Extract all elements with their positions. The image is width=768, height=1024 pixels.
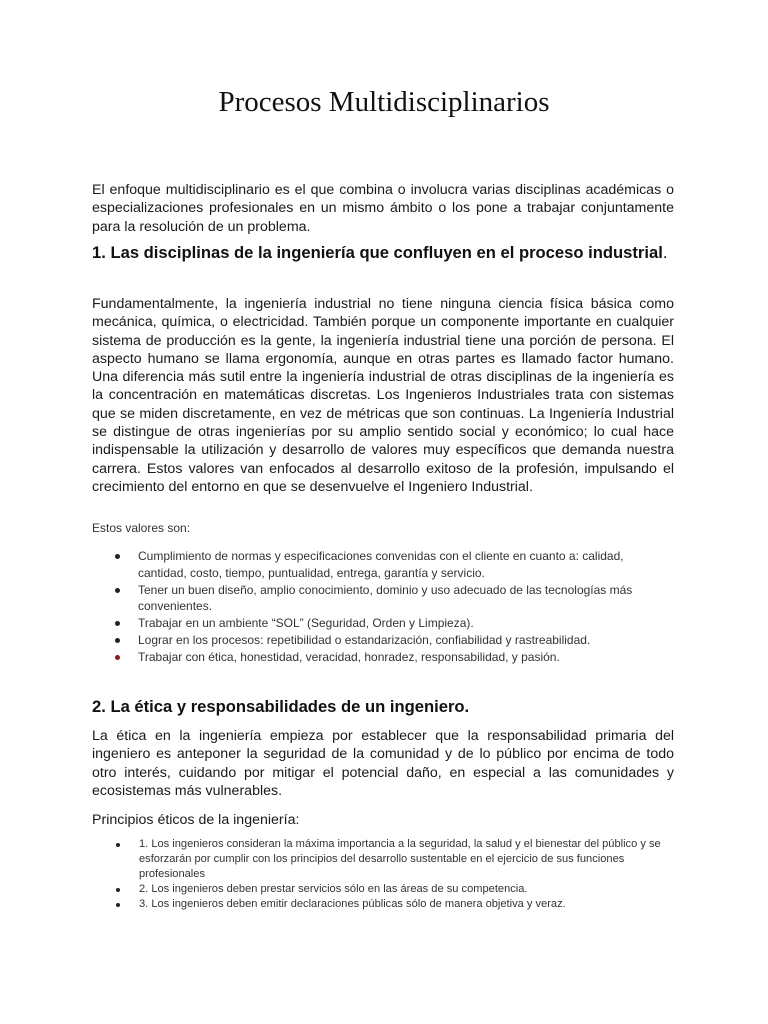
list-item [92, 837, 674, 882]
list-item [92, 882, 674, 897]
list-item-text: Cumplimiento de normas y especificaciones convenidas con el cliente en cuanto a: calidad, cantidad, costo, tiempo, puntualidad, entrega, garantía y servicio. [138, 549, 624, 580]
bullet-icon [116, 903, 120, 907]
principles-list [92, 837, 674, 912]
section-2-heading: 2. La ética y responsabilidades de un ingeniero. [92, 697, 470, 716]
page-title: Procesos Multidisciplinarios [218, 86, 550, 118]
list-item [92, 615, 674, 632]
list-item [92, 649, 674, 666]
list-item-text: Lograr en los procesos: repetibilidad o estandarización, confiabilidad y rastreabilidad. [138, 633, 591, 647]
section-1-heading [92, 243, 674, 264]
section-1-heading-text: 1. Las disciplinas de la ingeniería que confluyen en el proceso industrial [92, 243, 663, 262]
list-item-text: 2. Los ingenieros deben prestar servicios sólo en las áreas de su competencia. [139, 883, 528, 895]
bullet-icon [115, 621, 120, 626]
list-item-text: 3. Los ingenieros deben emitir declaraciones públicas sólo de manera objetiva y veraz. [139, 898, 566, 910]
list-item-text: 1. Los ingenieros consideran la máxima importancia a la seguridad, la salud y el bienestar del público y se esforzarán por cumplir con los principios del desarrollo sustentable en el ejercicio de sus funciones profesionales [139, 838, 661, 880]
section-1-body: Fundamentalmente, la ingeniería industrial no tiene ninguna ciencia física básica como mecánica, química, o electricidad. También porque un componente importante en cualquier sistema de producción es la gente, la ingeniería industrial tiene una porción de persona. El aspecto humano se llama ergonomía, aunque en otras partes es llamado factor humano. Una diferencia más sutil entre la ingeniería industrial de otras disciplinas de la ingeniería es la concentración en matemáticas discretas. Los Ingenieros Industriales trata con sistemas que se miden discretamente, en vez de métricas que son continuas. La Ingeniería Industrial se distingue de otras ingenierías por su amplio sentido social y económico; lo cual hace indispensable la utilización y desarrollo de valores muy específicos que demanda nuestra carrera. Estos valores van enfocados al desarrollo exitoso de la profesión, impulsando el crecimiento del entorno en que se desenvuelve el Ingeniero Industrial. [92, 296, 674, 495]
principles-intro: Principios éticos de la ingeniería: [92, 812, 300, 828]
section-1-heading-tail: . [662, 243, 668, 262]
bullet-icon [115, 638, 120, 643]
values-list [92, 548, 674, 666]
bullet-icon [115, 655, 120, 660]
bullet-icon [116, 888, 120, 892]
bullet-icon [115, 588, 120, 593]
list-item [92, 897, 674, 912]
section-2-body: La ética en la ingeniería empieza por establecer que la responsabilidad primaria del ingeniero es anteponer la seguridad de la comunidad y de lo público por encima de todo otro interés, cuidando por mitigar el potencial daño, en especial a las comunidades y ecosistemas más vulnerables. [92, 728, 674, 799]
values-intro: Estos valores son: [92, 521, 191, 535]
list-item-text: Tener un buen diseño, amplio conocimiento, dominio y uso adecuado de las tecnologías más convenientes. [138, 582, 633, 613]
list-item [92, 548, 674, 581]
list-item-text: Trabajar con ética, honestidad, veracidad, honradez, responsabilidad, y pasión. [138, 650, 560, 664]
list-item [92, 632, 674, 649]
bullet-icon [115, 554, 120, 559]
intro-paragraph: El enfoque multidisciplinario es el que combina o involucra varias disciplinas académicas o especializaciones profesionales en un mismo ámbito o los pone a trabajar conjuntamente para la resolución de un problema. [92, 182, 674, 235]
list-item [92, 582, 674, 615]
list-item-text: Trabajar en un ambiente “SOL” (Seguridad, Orden y Limpieza). [138, 616, 474, 630]
bullet-icon [116, 843, 120, 847]
